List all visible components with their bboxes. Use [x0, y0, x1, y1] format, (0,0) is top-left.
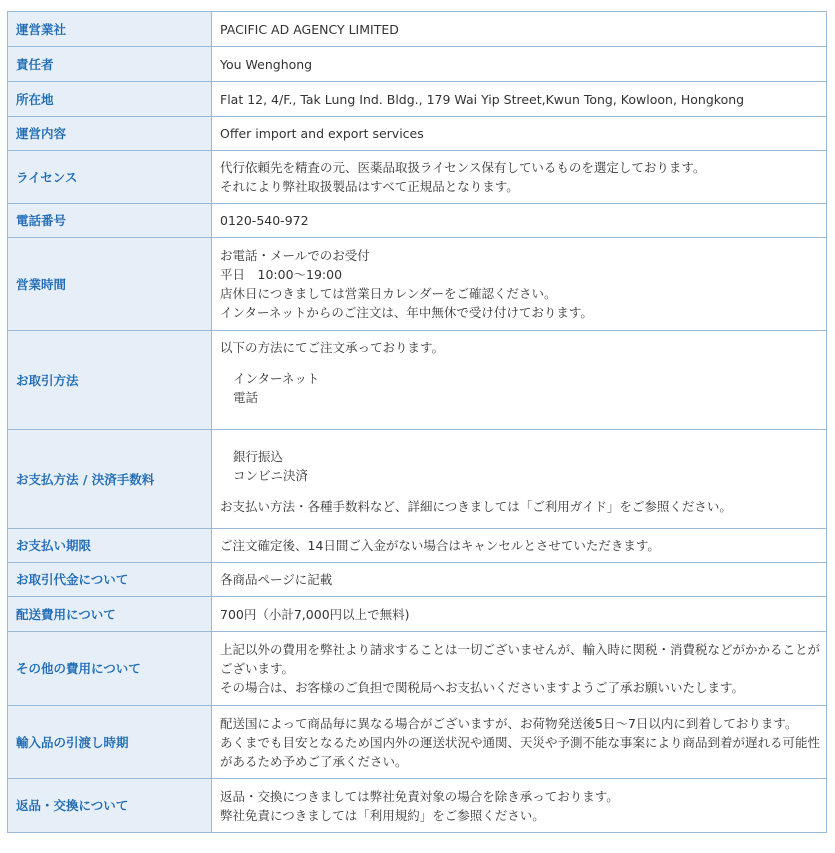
- hours-line: 店休日につきましては営業日カレンダーをご確認ください。: [220, 286, 557, 301]
- table-row: [8, 706, 827, 779]
- table-row: [8, 563, 827, 597]
- row-value-order-method: [212, 331, 827, 430]
- hours-line: 平日 10:00～19:00: [220, 267, 343, 282]
- row-value-delivery-time: [212, 706, 827, 779]
- returns-line: 返品・交換につきましては弊社免責対象の場合を除き承っております。: [220, 788, 619, 804]
- row-label-business: 運営内容: [8, 117, 212, 151]
- row-label-phone: 電話番号: [8, 204, 212, 238]
- other-costs-line: その場合は、お客様のご負担で関税局へお支払いくださいますようご了承お願いいたします。: [220, 680, 745, 695]
- row-value-business: Offer import and export services: [212, 117, 827, 151]
- delivery-time-line: 配送国によって商品毎に異なる場合がございますが、お荷物発送後5日～7日以内に到着しております。: [220, 715, 798, 731]
- row-value-price: 各商品ページに記載: [212, 563, 827, 597]
- hours-line: お電話・メールでのお受付: [220, 248, 370, 263]
- table-row: [8, 779, 827, 833]
- row-value-manager: You Wenghong: [212, 47, 827, 82]
- row-label-address: 所在地: [8, 82, 212, 117]
- company-info-table: [7, 11, 827, 833]
- table-row: [8, 430, 827, 529]
- row-value-payment-method: [212, 430, 827, 529]
- row-label-operator: 運営業社: [8, 12, 212, 47]
- table-row: [8, 204, 827, 238]
- delivery-time-line: あくまでも目安となるため国内外の運送状況や通関、天災や予測不能な事案により商品到着が遅れる可能性があるため予めご了承ください。: [220, 734, 821, 769]
- row-value-operator: PACIFIC AD AGENCY LIMITED: [212, 12, 827, 47]
- table-row: [8, 82, 827, 117]
- table-row: [8, 632, 827, 706]
- row-label-order-method: お取引方法: [8, 331, 212, 430]
- returns-line: 弊社免責につきましては「利用規約」をご参照ください。: [220, 807, 545, 823]
- row-label-returns: 返品・交換について: [8, 779, 212, 833]
- table-row: [8, 331, 827, 430]
- other-costs-line: 上記以外の費用を弊社より請求することは一切ございませんが、輸入時に関税・消費税などがかかることがございます。: [220, 642, 821, 676]
- row-value-phone: 0120-540-972: [212, 204, 827, 238]
- row-label-license: ライセンス: [8, 151, 212, 204]
- table-row: [8, 117, 827, 151]
- payment-method-item: コンビニ決済: [233, 468, 309, 483]
- row-label-other-costs: その他の費用について: [8, 632, 212, 706]
- table-row: [8, 47, 827, 82]
- license-line: それにより弊社取扱製品はすべて正規品となります。: [220, 179, 519, 194]
- payment-method-item: 銀行振込: [233, 449, 284, 464]
- order-method-intro: 以下の方法にてご注文承っております。: [220, 340, 445, 355]
- order-method-item: インターネット: [233, 371, 320, 386]
- row-label-payment-deadline: お支払い期限: [8, 529, 212, 563]
- row-label-hours: 営業時間: [8, 238, 212, 331]
- table-row: [8, 529, 827, 563]
- row-label-shipping: 配送費用について: [8, 597, 212, 632]
- row-value-shipping: 700円（小計7,000円以上で無料): [212, 597, 827, 632]
- table-row: [8, 238, 827, 331]
- row-label-manager: 責任者: [8, 47, 212, 82]
- table-row: [8, 597, 827, 632]
- order-method-item: 電話: [233, 390, 259, 405]
- table-row: [8, 12, 827, 47]
- license-line: 代行依頼先を精査の元、医薬品取扱ライセンス保有しているものを選定しております。: [220, 160, 706, 175]
- row-label-payment-method: お支払方法 / 決済手数料: [8, 430, 212, 529]
- hours-line: インターネットからのご注文は、年中無休で受け付けております。: [220, 305, 593, 320]
- row-value-other-costs: [212, 632, 827, 706]
- row-value-payment-deadline: ご注文確定後、14日間ご入金がない場合はキャンセルとさせていただきます。: [212, 529, 827, 563]
- payment-method-note: お支払い方法・各種手数料など、詳細につきましては「ご利用ガイド」をご参照ください。: [220, 499, 732, 514]
- row-value-returns: [212, 779, 827, 833]
- table-row: [8, 151, 827, 204]
- row-value-hours: [212, 238, 827, 331]
- row-label-delivery-time: 輸入品の引渡し時期: [8, 706, 212, 779]
- row-value-address: Flat 12, 4/F., Tak Lung Ind. Bldg., 179 Wai Yip Street,Kwun Tong, Kowloon, Hongkong: [212, 82, 827, 117]
- row-value-license: [212, 151, 827, 204]
- row-label-price: お取引代金について: [8, 563, 212, 597]
